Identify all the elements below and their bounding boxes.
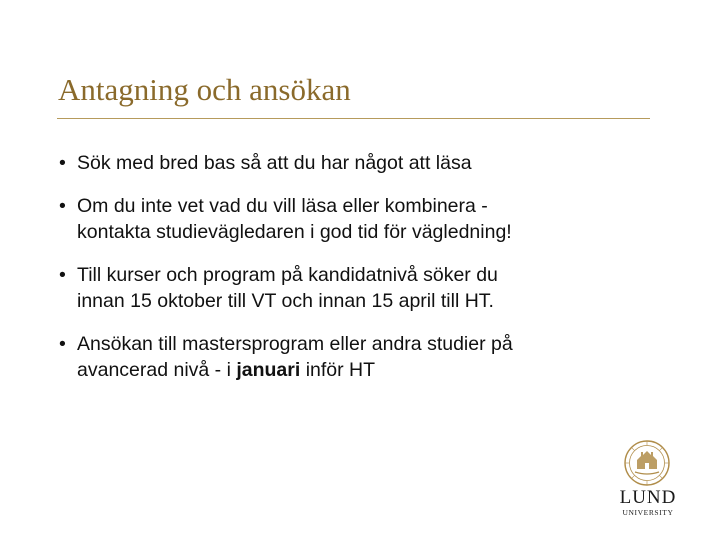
bullet-item bbox=[58, 193, 658, 245]
bullet-marker: • bbox=[59, 195, 66, 217]
bullet-text-segment: avancerad nivå - i bbox=[77, 359, 237, 381]
bullet-text-line: Till kurser och program på kandidatnivå söker du bbox=[77, 264, 498, 286]
bullet-text-line-mixed bbox=[77, 357, 658, 383]
bullet-marker: • bbox=[59, 152, 66, 174]
bullet-item bbox=[58, 150, 658, 176]
bullet-text-line: kontakta studievägledaren i god tid för vägledning! bbox=[77, 221, 512, 243]
bullet-item bbox=[58, 262, 658, 314]
bullet-text-line: Ansökan till mastersprogram eller andra studier på bbox=[77, 333, 513, 355]
bullet-item bbox=[58, 331, 658, 383]
lund-university-logo bbox=[612, 440, 680, 518]
bullet-text-line: Om du inte vet vad du vill läsa eller kombinera - bbox=[77, 195, 488, 217]
bullet-text-line: innan 15 oktober till VT och innan 15 april till HT. bbox=[77, 290, 494, 312]
bullet-list bbox=[58, 150, 658, 400]
logo-subtitle: UNIVERSITY bbox=[622, 508, 674, 517]
lund-university-seal-icon bbox=[624, 440, 670, 486]
slide-title: Antagning och ansökan bbox=[58, 72, 351, 107]
bullet-text-emphasis: januari bbox=[236, 359, 301, 381]
bullet-text-segment: inför HT bbox=[300, 359, 376, 381]
bullet-text-line: Sök med bred bas så att du har något att läsa bbox=[77, 152, 472, 174]
bullet-marker: • bbox=[59, 264, 66, 286]
logo-wordmark: LUND bbox=[619, 487, 677, 508]
bullet-marker: • bbox=[59, 333, 66, 355]
title-divider bbox=[57, 118, 650, 119]
